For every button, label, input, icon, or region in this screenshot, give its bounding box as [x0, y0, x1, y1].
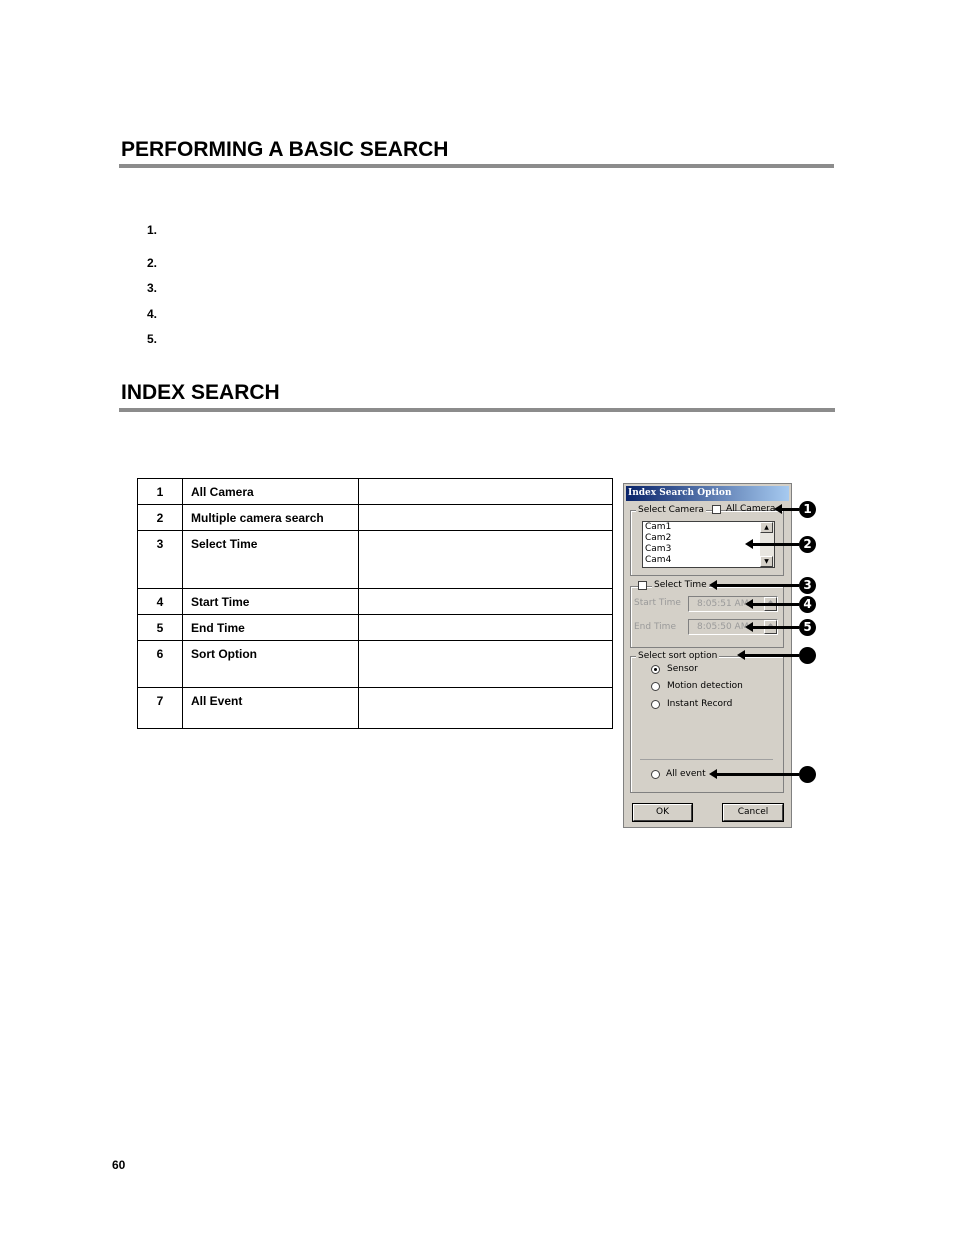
end-time-label: End Time [634, 622, 676, 632]
end-time-field[interactable]: 8:05:50 AM [688, 619, 778, 635]
callout-arrow [716, 584, 799, 587]
sensor-radio[interactable] [651, 665, 660, 674]
scroll-down-icon[interactable]: ▼ [760, 556, 773, 567]
all-camera-label: All Camera [726, 504, 776, 514]
step-number: 5. [147, 332, 158, 346]
row-label: Multiple camera search [183, 505, 359, 531]
row-description [359, 531, 613, 589]
section-rule [119, 408, 835, 412]
row-description [359, 589, 613, 615]
callout-arrow [752, 626, 799, 629]
section-rule [119, 164, 834, 168]
row-number: 2 [138, 505, 183, 531]
step-number: 4. [147, 307, 158, 321]
instant-record-radio[interactable] [651, 700, 660, 709]
row-description [359, 688, 613, 729]
callout-badge [799, 766, 816, 783]
step-number: 2. [147, 256, 158, 270]
callout-badge: 5 [799, 619, 816, 636]
select-time-label: Select Time [654, 580, 707, 590]
motion-detection-label: Motion detection [667, 681, 743, 691]
row-number: 4 [138, 589, 183, 615]
select-camera-label: Select Camera [638, 505, 704, 515]
page-number: 60 [112, 1158, 126, 1172]
table-row [138, 615, 613, 641]
callout-arrow [716, 773, 799, 776]
row-label: End Time [183, 615, 359, 641]
row-number: 5 [138, 615, 183, 641]
row-description [359, 505, 613, 531]
divider [640, 759, 773, 760]
row-description [359, 479, 613, 505]
row-number: 3 [138, 531, 183, 589]
motion-detection-radio[interactable] [651, 682, 660, 691]
step-number: 3. [147, 281, 158, 295]
row-label: Start Time [183, 589, 359, 615]
all-camera-checkbox[interactable] [712, 505, 721, 514]
index-search-table [137, 478, 613, 729]
row-label: All Event [183, 688, 359, 729]
callout-arrow [781, 508, 799, 511]
sensor-label: Sensor [667, 664, 698, 674]
callout-arrow [752, 603, 799, 606]
row-number: 7 [138, 688, 183, 729]
instant-record-label: Instant Record [667, 699, 733, 709]
list-item[interactable]: Cam3 [645, 544, 672, 554]
callout-badge: 1 [799, 501, 816, 518]
callout-badge: 3 [799, 577, 816, 594]
row-label: All Camera [183, 479, 359, 505]
sort-option-label: Select sort option [638, 651, 718, 661]
row-label: Sort Option [183, 641, 359, 688]
list-item[interactable]: Cam4 [645, 555, 672, 565]
row-number: 6 [138, 641, 183, 688]
row-number: 1 [138, 479, 183, 505]
callout-arrow [752, 543, 799, 546]
all-event-label: All event [666, 769, 706, 779]
row-description [359, 615, 613, 641]
list-item[interactable]: Cam2 [645, 533, 672, 543]
row-label: Select Time [183, 531, 359, 589]
table-row [138, 688, 613, 729]
start-time-label: Start Time [634, 598, 681, 608]
scroll-up-icon[interactable]: ▲ [760, 522, 773, 533]
start-time-field[interactable]: 8:05:51 AM [688, 596, 778, 612]
callout-arrow [744, 654, 799, 657]
all-event-radio[interactable] [651, 770, 660, 779]
row-description [359, 641, 613, 688]
table-row [138, 531, 613, 589]
ok-button[interactable]: OK [633, 804, 692, 821]
select-time-checkbox[interactable] [638, 581, 647, 590]
list-item[interactable]: Cam1 [645, 522, 672, 532]
step-number: 1. [147, 223, 158, 237]
dialog-title: Index Search Option [626, 486, 789, 501]
table-row [138, 479, 613, 505]
cancel-button[interactable]: Cancel [723, 804, 783, 821]
callout-badge: 4 [799, 596, 816, 613]
table-row [138, 505, 613, 531]
section-title-basic-search: PERFORMING A BASIC SEARCH [121, 138, 449, 161]
callout-badge: 2 [799, 536, 816, 553]
section-title-index-search: INDEX SEARCH [121, 381, 280, 404]
table-row [138, 641, 613, 688]
table-row [138, 589, 613, 615]
callout-badge [799, 647, 816, 664]
